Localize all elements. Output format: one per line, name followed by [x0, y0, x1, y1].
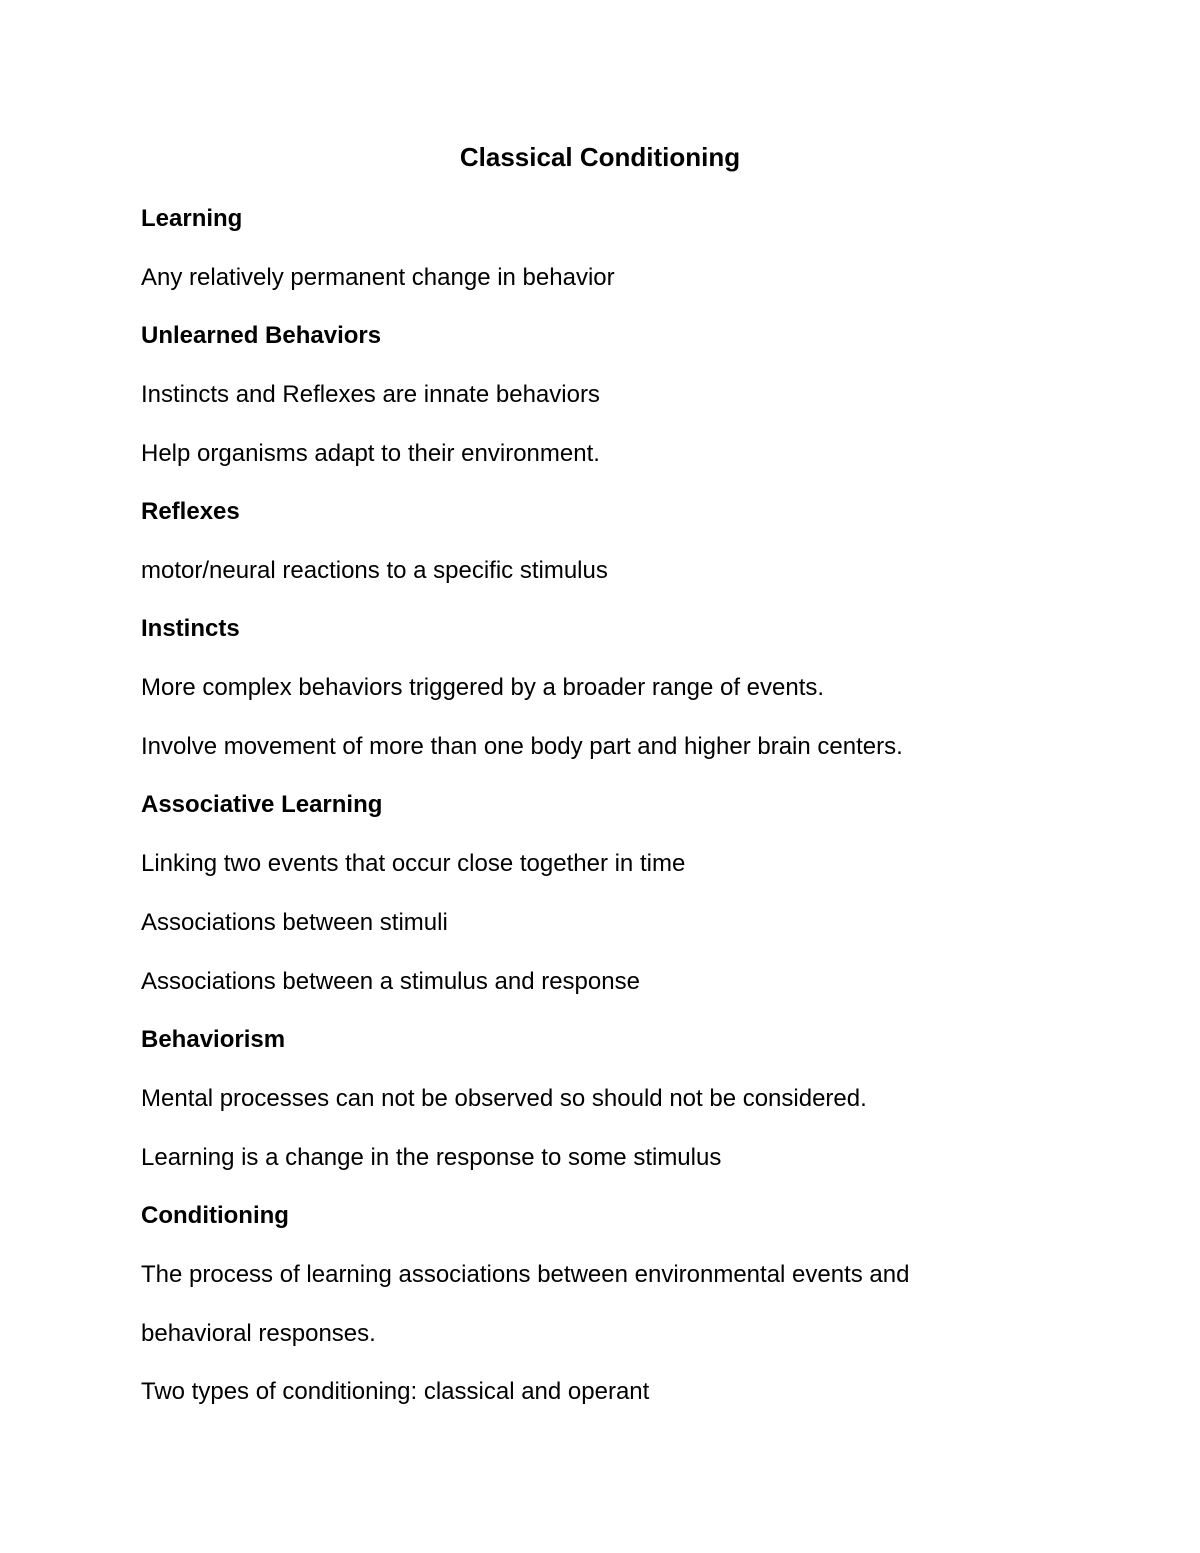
- paragraph-line: Associations between stimuli: [141, 909, 448, 936]
- section-heading-instincts: Instincts: [141, 615, 240, 642]
- paragraph-line: behavioral responses.: [141, 1320, 376, 1347]
- section-heading-conditioning: Conditioning: [141, 1202, 289, 1229]
- paragraph-line: Two types of conditioning: classical and operant: [141, 1378, 650, 1405]
- paragraph-line: The process of learning associations between environmental events and: [141, 1261, 910, 1288]
- section-heading-associative-learning: Associative Learning: [141, 791, 383, 818]
- section-heading-unlearned-behaviors: Unlearned Behaviors: [141, 322, 382, 349]
- section-heading-reflexes: Reflexes: [141, 498, 240, 525]
- paragraph-line: Associations between a stimulus and response: [141, 968, 640, 995]
- paragraph-line: Help organisms adapt to their environment.: [141, 440, 600, 467]
- section-heading-learning: Learning: [141, 205, 243, 232]
- document-title: Classical Conditioning: [459, 142, 741, 172]
- paragraph-line: Involve movement of more than one body part and higher brain centers.: [141, 733, 903, 760]
- paragraph-line: Instincts and Reflexes are innate behaviors: [141, 381, 600, 408]
- section-heading-behaviorism: Behaviorism: [141, 1026, 286, 1053]
- paragraph-line: Learning is a change in the response to some stimulus: [141, 1144, 722, 1171]
- paragraph-line: Mental processes can not be observed so should not be considered.: [141, 1085, 867, 1112]
- paragraph-line: Linking two events that occur close together in time: [141, 850, 686, 877]
- paragraph-line: Any relatively permanent change in behavior: [141, 264, 615, 291]
- paragraph-line: More complex behaviors triggered by a broader range of events.: [141, 674, 825, 701]
- paragraph-line: motor/neural reactions to a specific stimulus: [141, 557, 608, 584]
